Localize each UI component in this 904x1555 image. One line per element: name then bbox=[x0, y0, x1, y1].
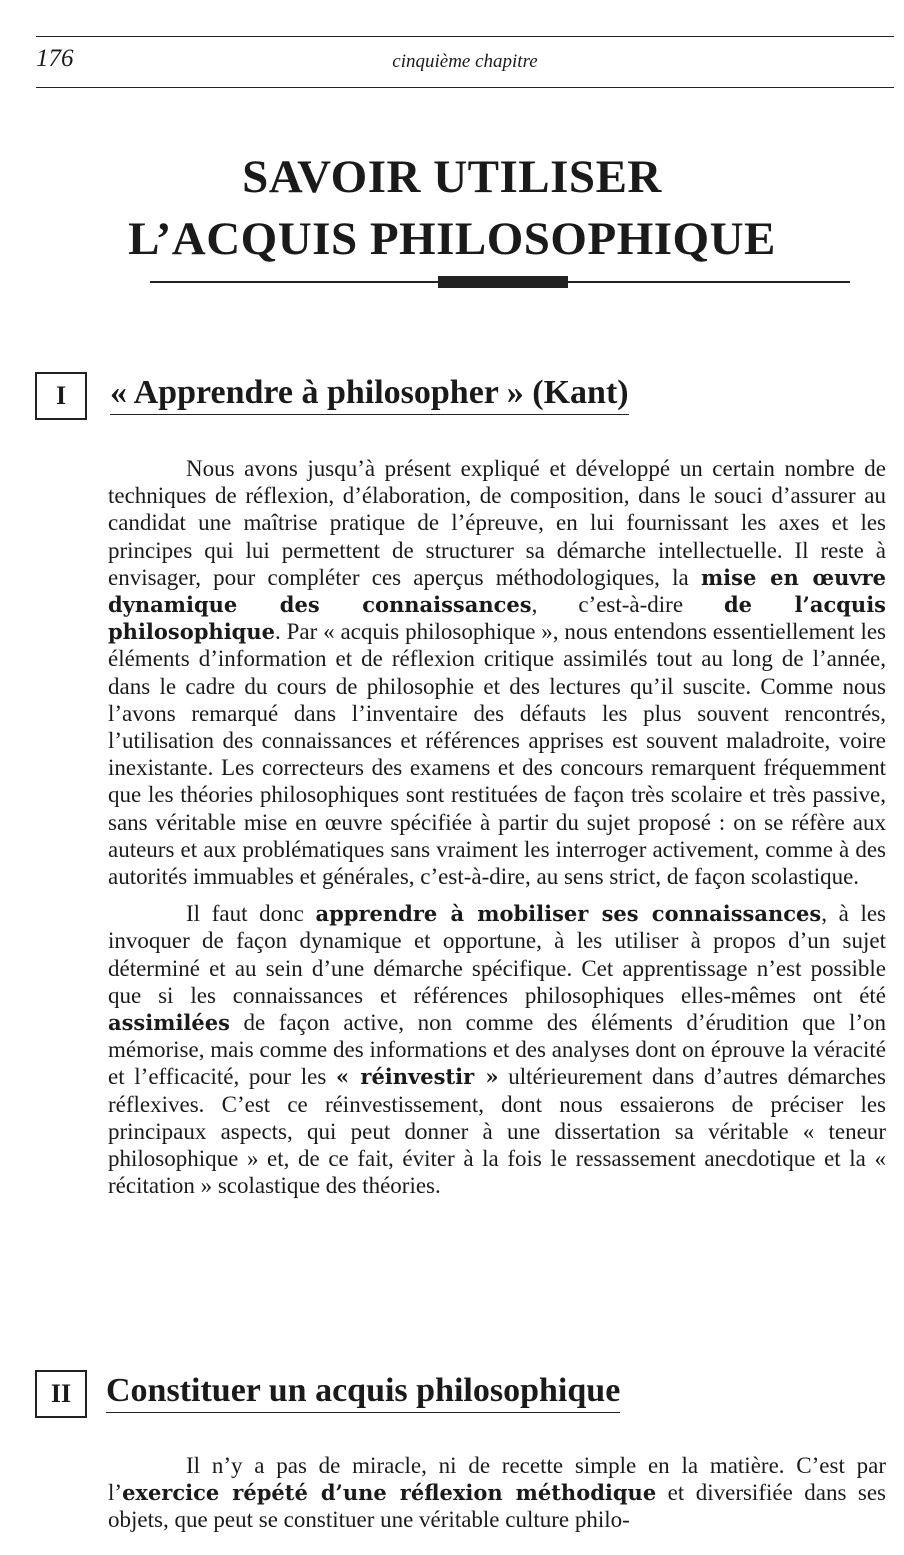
bold-phrase: mise en œuvre dynamique des connaissances bbox=[108, 564, 886, 618]
chapter-label: cinquième chapitre bbox=[392, 51, 538, 72]
text-run: et diversifiée dans ses objets, que peut se constituer une véritable culture philo- bbox=[108, 1480, 886, 1533]
bold-phrase: exercice répété d’une réflexion méthodique bbox=[122, 1480, 657, 1506]
bold-phrase: assimilées bbox=[108, 1010, 230, 1036]
text-run: Il faut donc bbox=[186, 901, 316, 927]
section-1-number-box bbox=[35, 372, 87, 420]
section-2-heading: Constituer un acquis philosophique bbox=[106, 1372, 620, 1413]
text-run: . Par « acquis philosophique », nous entendons essentiellement les éléments d’information et de réflexion critique assimilés tout au long de l’année, dans le cadre du cours de philosophie et des lectures qu’il suscite. Comme nous l’avons remarqué dans l’inventaire des défauts les plus souvent rencontrés, l’utilisation des connaissances et références apprises est souvent maladroite, voire inexistante. Les correcteurs des examens et des concours remarquent fréquemment que les théories philosophiques sont restituées de façon très scolaire et très passive, sans véritable mise en œuvre spécifiée à partir du sujet proposé : on se réfère aux auteurs et aux problématiques sans vraiment les interroger activement, comme à des autorités immuables et générales, c’est-à-dire, au sens strict, de façon scolastique. bbox=[108, 619, 886, 890]
bold-phrase: de l’acquis philosophique bbox=[108, 592, 887, 645]
bold-phrase: « réinvestir » bbox=[336, 1064, 499, 1090]
title-line-1: SAVOIR UTILISER bbox=[242, 151, 662, 203]
bold-phrase: apprendre à mobiliser ses connaissances bbox=[315, 901, 822, 927]
section-1-number: I bbox=[55, 381, 67, 410]
section-1-paragraph-1 bbox=[108, 455, 886, 890]
section-1-paragraph-2 bbox=[108, 900, 886, 1199]
text-run: , c’est-à-dire bbox=[531, 592, 724, 618]
section-2-body bbox=[108, 1452, 886, 1534]
running-header bbox=[36, 36, 894, 88]
section-1-body bbox=[108, 455, 886, 1199]
text-run: Nous avons jusqu’à présent expliqué et développé un certain nombre de techniques de réflexion, d’élaboration, de composition, dans le souci d’assurer au candidat une maîtrise pratique de l’épreuve, en lui fournissant les axes et les principes qui lui permettent de structurer sa démarche intellectuelle. Il reste à envisager, pour compléter ces aperçus méthodologiques, la bbox=[108, 456, 886, 590]
title-divider-bar bbox=[438, 276, 568, 288]
section-2-number-box bbox=[35, 1370, 87, 1418]
section-2-number: II bbox=[50, 1379, 72, 1408]
text-run: de façon active, non comme des éléments d’érudition que l’on mémorise, mais comme des informations et des analyses dont on éprouve la véracité et l’efficacité, pour les bbox=[108, 1010, 886, 1090]
text-run: ultérieurement dans d’autres démarches réflexives. C’est ce réinvestissement, dont nous essaierons de préciser les principaux aspects, qui peut donner à une dissertation sa véritable « teneur philosophique » et, de ce fait, éviter à la fois le ressassement anecdotique et la « récitation » scolastique des théories. bbox=[108, 1064, 886, 1199]
section-2-paragraph-1 bbox=[108, 1452, 886, 1534]
page-title bbox=[0, 146, 904, 270]
title-line-2: L’ACQUIS PHILOSOPHIQUE bbox=[128, 213, 776, 265]
text-run: Il n’y a pas de miracle, ni de recette simple en la matière. C’est par l’ bbox=[108, 1453, 886, 1506]
section-1-heading: « Apprendre à philosopher » (Kant) bbox=[110, 374, 629, 415]
text-run: , à les invoquer de façon dynamique et opportune, à les utiliser à propos d’un sujet déterminé et au sein d’une démarche spécifique. Cet apprentissage n’est possible que si les connaissances et références philosophiques elles-mêmes ont été bbox=[108, 901, 886, 1008]
page-number: 176 bbox=[36, 45, 74, 72]
